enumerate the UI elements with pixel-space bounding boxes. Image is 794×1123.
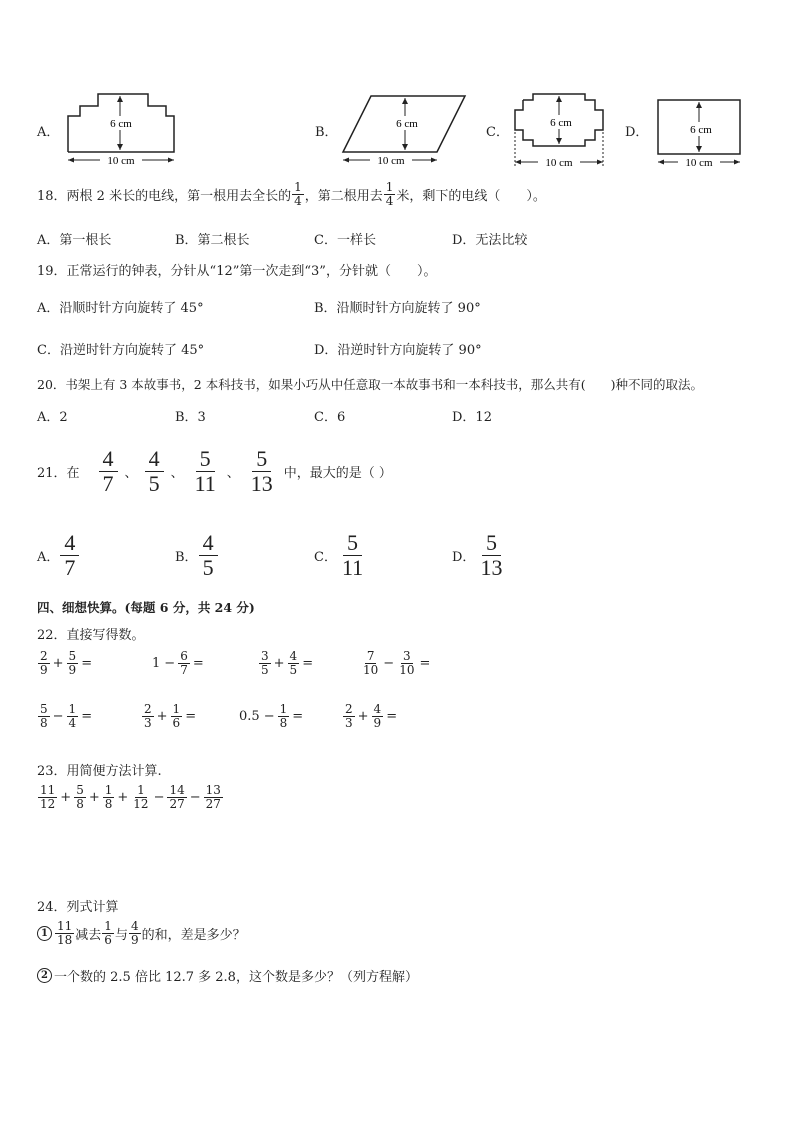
denominator: 8 <box>279 715 288 730</box>
equals-sign: = <box>81 708 93 724</box>
fraction <box>38 703 50 729</box>
operator: + <box>52 655 64 671</box>
fraction <box>278 703 290 729</box>
q21-suffix: 中，最大的是（ ） <box>283 465 392 481</box>
fraction <box>38 650 50 676</box>
q18-fraction-1 <box>292 181 304 207</box>
q22-expression <box>237 703 305 729</box>
operator: + <box>117 789 129 805</box>
numerator: 2 <box>345 702 353 716</box>
q17-figure-d <box>650 94 750 170</box>
q22-expression <box>37 703 94 729</box>
denominator: 9 <box>68 662 77 677</box>
denominator: 3 <box>345 715 353 730</box>
q18-option-c: C．一样长 <box>314 233 376 248</box>
equals-sign: = <box>302 655 314 671</box>
operator: − <box>52 708 64 724</box>
denominator: 8 <box>76 796 84 811</box>
numerator: 14 <box>169 783 185 797</box>
q24-title: 24．列式计算 <box>37 900 119 915</box>
q21-fraction-3 <box>191 447 220 494</box>
q22-title: 22．直接写得数。 <box>37 628 145 643</box>
q21-option-b <box>175 524 219 586</box>
svg-text:6 cm: 6 cm <box>690 124 712 136</box>
denominator: 5 <box>289 662 298 677</box>
numerator: 1 <box>172 702 181 716</box>
numerator: 4 <box>145 447 164 471</box>
q21-option-d-fraction <box>476 531 506 578</box>
denominator: 10 <box>399 662 415 677</box>
denominator: 10 <box>363 662 379 677</box>
q18-number: 18． <box>37 188 67 204</box>
svg-text:6 cm: 6 cm <box>396 118 418 130</box>
q21-separator: 、 <box>170 465 184 481</box>
numerator: 13 <box>205 783 221 797</box>
q21-option-b-fraction <box>199 531 218 578</box>
equals-sign: = <box>185 708 197 724</box>
operator: + <box>88 789 100 805</box>
denominator: 3 <box>144 715 152 730</box>
q22-expression <box>150 650 206 676</box>
svg-text:10 cm: 10 cm <box>107 155 135 167</box>
denominator: 18 <box>57 932 73 947</box>
numerator: 4 <box>60 531 79 555</box>
denominator: 4 <box>68 715 77 730</box>
q22-expression <box>258 650 315 676</box>
q21-fraction-4 <box>247 447 277 494</box>
q20-option-a: A．2 <box>37 410 68 425</box>
q18-option-b: B．第二根长 <box>175 233 250 248</box>
svg-text:6 cm: 6 cm <box>110 118 132 130</box>
q23-title: 23．用简便方法计算. <box>37 764 162 779</box>
denominator: 27 <box>205 796 221 811</box>
q17-option-d-letter: D． <box>625 125 649 140</box>
q24-item-2-text: 一个数的 2.5 倍比 12.7 多 2.8，这个数是多少？（列方程解） <box>54 970 418 985</box>
numerator: 5 <box>343 531 362 555</box>
numerator: 5 <box>252 447 271 471</box>
fraction <box>343 703 355 729</box>
denominator: 8 <box>40 715 48 730</box>
denominator: 6 <box>104 932 112 947</box>
operator: − <box>189 789 201 805</box>
numerator: 1 <box>294 180 302 194</box>
q23-expression <box>37 784 224 810</box>
numerator: 7 <box>366 649 375 663</box>
operator: − <box>153 789 165 805</box>
numerator: 11 <box>57 919 73 933</box>
denominator: 27 <box>169 796 185 811</box>
fraction <box>372 703 384 729</box>
denominator: 7 <box>64 554 76 580</box>
q20-option-b: B．3 <box>175 410 206 425</box>
circled-number-2: 2 <box>37 968 52 983</box>
q18-stem <box>37 181 546 207</box>
equals-sign: = <box>81 655 93 671</box>
equals-sign: = <box>292 708 304 724</box>
q21-option-c-fraction <box>338 531 367 578</box>
q17-figure-a <box>60 88 190 170</box>
operator: + <box>273 655 285 671</box>
operator: − <box>383 655 395 671</box>
q18-option-a: A．第一根长 <box>37 233 112 248</box>
q21-fraction-1 <box>99 447 118 494</box>
fraction <box>397 650 416 676</box>
q20-stem: 20．书架上有 3 本故事书，2 本科技书，如果小巧从中任意取一本故事书和一本科技书，那么共有( )种不同的取法。 <box>37 377 703 392</box>
numerator: 4 <box>289 649 298 663</box>
fraction <box>102 920 114 946</box>
numerator: 4 <box>130 919 139 933</box>
q22-expression <box>37 650 94 676</box>
q18-option-d: D．无法比较 <box>452 233 528 248</box>
q24-item-1 <box>37 920 246 946</box>
fraction <box>361 650 380 676</box>
q24-item-1-text: 与 <box>114 927 128 943</box>
denominator: 7 <box>180 662 188 677</box>
operator: − <box>164 655 176 671</box>
fraction <box>178 650 190 676</box>
denominator: 5 <box>148 470 160 496</box>
q22-expression <box>360 650 432 676</box>
fraction <box>204 784 223 810</box>
denominator: 9 <box>130 932 139 947</box>
svg-text:10 cm: 10 cm <box>377 155 405 167</box>
denominator: 13 <box>250 470 273 496</box>
section-4-title: 四、细想快算。(每题 6 分，共 24 分) <box>37 600 255 615</box>
numerator: 5 <box>196 447 215 471</box>
fraction <box>67 703 79 729</box>
fraction <box>38 784 57 810</box>
numerator: 4 <box>373 702 382 716</box>
denominator: 4 <box>385 193 394 208</box>
denominator: 13 <box>480 554 503 580</box>
q18-text-3: 米，剩下的电线（ ）。 <box>396 188 546 204</box>
numerator: 5 <box>40 702 48 716</box>
q21-fraction-2 <box>145 447 164 494</box>
whole-number: 1 <box>152 655 161 671</box>
q17-option-c-letter: C． <box>486 125 509 140</box>
denominator: 9 <box>40 662 48 677</box>
q22-expression <box>342 703 399 729</box>
numerator: 1 <box>68 702 77 716</box>
svg-text:6 cm: 6 cm <box>550 117 572 129</box>
q21-stem <box>37 440 392 502</box>
fraction <box>103 784 115 810</box>
denominator: 8 <box>104 796 113 811</box>
fraction <box>55 920 74 946</box>
denominator: 12 <box>133 796 149 811</box>
q18-fraction-2 <box>384 181 396 207</box>
q20-option-c: C．6 <box>314 410 346 425</box>
denominator: 9 <box>373 715 382 730</box>
numerator: 1 <box>137 783 145 797</box>
q21-option-b-letter: B． <box>175 549 198 565</box>
q17-option-a-letter: A． <box>37 125 60 140</box>
numerator: 4 <box>99 447 118 471</box>
q18-text-1: 两根 2 米长的电线，第一根用去全长的 <box>66 188 292 204</box>
numerator: 4 <box>199 531 218 555</box>
fraction <box>131 784 150 810</box>
equals-sign: = <box>386 708 398 724</box>
fraction <box>129 920 141 946</box>
q20-option-d: D．12 <box>452 410 492 425</box>
q19-stem: 19．正常运行的钟表，分针从“12”第一次走到“3”，分针就（ ）。 <box>37 264 437 279</box>
fraction <box>171 703 183 729</box>
denominator: 11 <box>194 470 216 496</box>
fraction <box>167 784 186 810</box>
q19-option-a: A．沿顺时针方向旋转了 45° <box>37 301 204 316</box>
decimal-number: 0.5 <box>239 708 260 724</box>
q19-option-c: C．沿逆时针方向旋转了 45° <box>37 343 205 358</box>
denominator: 11 <box>341 554 364 580</box>
equals-sign: = <box>192 655 204 671</box>
q17-option-b-letter: B． <box>315 125 338 140</box>
fraction <box>259 650 271 676</box>
svg-text:10 cm: 10 cm <box>685 157 713 169</box>
numerator: 1 <box>104 919 112 933</box>
q17-figure-b <box>335 88 475 170</box>
numerator: 3 <box>403 649 411 663</box>
fraction <box>67 650 79 676</box>
fraction <box>142 703 154 729</box>
numerator: 11 <box>40 783 56 797</box>
operator: − <box>263 708 275 724</box>
q21-option-d-letter: D． <box>452 549 476 565</box>
denominator: 5 <box>261 662 269 677</box>
q21-option-a-letter: A． <box>37 549 60 565</box>
q21-separator: 、 <box>226 465 240 481</box>
denominator: 7 <box>102 470 114 496</box>
q19-option-b: B．沿顺时针方向旋转了 90° <box>314 301 481 316</box>
numerator: 1 <box>279 702 288 716</box>
circled-number-1: 1 <box>37 926 52 941</box>
q17-figure-c <box>505 88 615 172</box>
q19-option-d: D．沿逆时针方向旋转了 90° <box>314 343 482 358</box>
numerator: 3 <box>261 649 269 663</box>
fraction <box>74 784 86 810</box>
denominator: 6 <box>172 715 181 730</box>
operator: + <box>156 708 168 724</box>
numerator: 5 <box>482 531 501 555</box>
q21-separator: 、 <box>124 465 138 481</box>
numerator: 2 <box>144 702 152 716</box>
numerator: 1 <box>104 783 113 797</box>
denominator: 5 <box>202 554 214 580</box>
equals-sign: = <box>419 655 431 671</box>
numerator: 1 <box>385 180 394 194</box>
q21-option-a-fraction <box>60 531 79 578</box>
q21-option-c-letter: C． <box>314 549 337 565</box>
numerator: 6 <box>180 649 188 663</box>
svg-text:10 cm: 10 cm <box>545 157 573 169</box>
q21-prefix: 21．在 <box>37 465 80 481</box>
numerator: 5 <box>76 783 84 797</box>
q22-expression <box>141 703 198 729</box>
q21-option-a <box>37 524 80 586</box>
fraction <box>288 650 300 676</box>
q21-option-c <box>314 524 368 586</box>
q24-item-2 <box>37 966 418 985</box>
q24-item-1-text: 的和，差是多少？ <box>141 927 246 943</box>
denominator: 12 <box>40 796 56 811</box>
numerator: 5 <box>68 649 77 663</box>
q24-item-1-text: 减去 <box>75 927 102 943</box>
operator: + <box>357 708 369 724</box>
numerator: 2 <box>40 649 48 663</box>
q21-option-d <box>452 524 507 586</box>
operator: + <box>60 789 72 805</box>
q18-text-2: ，第二根用去 <box>304 188 383 204</box>
denominator: 4 <box>294 193 302 208</box>
